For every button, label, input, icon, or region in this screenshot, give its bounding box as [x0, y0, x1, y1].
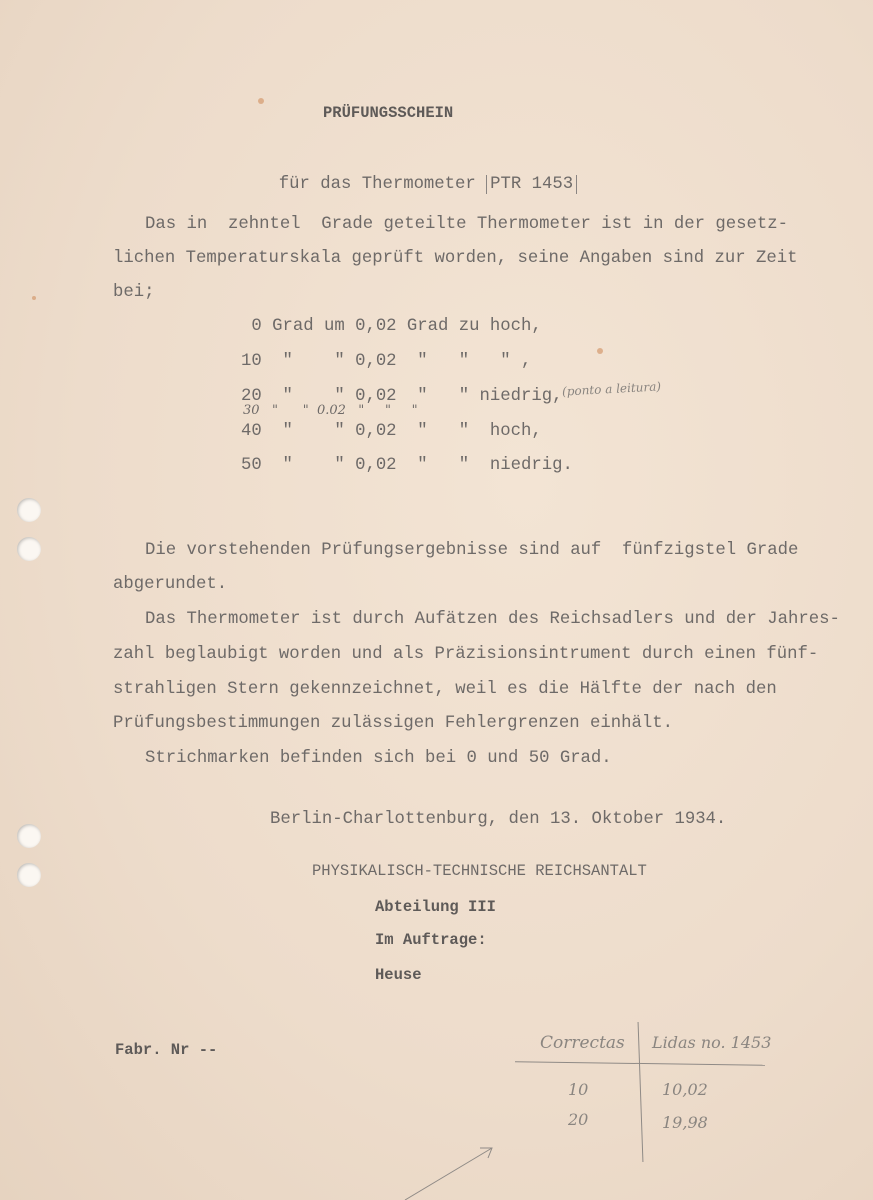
table-row: 50 " " 0,02 " " niedrig.	[241, 456, 573, 475]
punch-hole	[17, 863, 41, 887]
thermometer-id: PTR 1453	[486, 175, 577, 194]
para-line: Strichmarken befinden sich bei 0 und 50 Grad.	[145, 749, 612, 768]
table-row: 10 " " 0,02 " " " ,	[241, 352, 532, 371]
handwritten-note: (ponto a leitura)	[561, 379, 662, 399]
hand-cell: 19,98	[662, 1113, 708, 1132]
on-behalf: Im Auftrage:	[375, 931, 487, 949]
signatory: Heuse	[375, 966, 422, 984]
stain	[258, 98, 264, 104]
pencil-arrow-icon	[400, 1140, 500, 1200]
hand-divider	[638, 1022, 644, 1162]
intro-line: lichen Temperaturskala geprüft worden, seine Angaben sind zur Zeit	[113, 249, 798, 268]
punch-hole	[17, 498, 41, 522]
para-line: strahligen Stern gekennzeichnet, weil es die Hälfte der nach den	[113, 680, 777, 699]
para-line: Prüfungsbestimmungen zulässigen Fehlergrenzen einhält.	[113, 714, 674, 733]
table-row: 0 Grad um 0,02 Grad zu hoch,	[241, 317, 542, 336]
punch-hole	[17, 537, 41, 561]
intro-line: Das in zehntel Grade geteilte Thermometer ist in der gesetz-	[145, 215, 788, 234]
punch-hole	[17, 824, 41, 848]
hand-cell: 20	[568, 1110, 589, 1129]
hand-header: Correctas	[540, 1033, 625, 1053]
hand-cell: 10	[568, 1080, 589, 1099]
handwritten-row-30: 30 " " 0.02 " " "	[243, 403, 418, 418]
intro-line: bei;	[113, 283, 155, 302]
hand-cell: 10,02	[662, 1080, 708, 1099]
stain	[597, 348, 603, 354]
date-line: Berlin-Charlottenburg, den 13. Oktober 1934.	[270, 810, 727, 829]
stain	[32, 296, 36, 300]
para-line: abgerundet.	[113, 575, 228, 594]
para-line: zahl beglaubigt worden und als Präzisionsintrument durch einen fünf-	[113, 645, 819, 664]
subtitle	[258, 155, 577, 195]
table-row: 40 " " 0,02 " " hoch,	[241, 422, 542, 441]
fabr-nr: Fabr. Nr --	[115, 1041, 218, 1059]
department: Abteilung III	[375, 898, 496, 916]
document-title: PRÜFUNGSSCHEIN	[323, 104, 454, 122]
subtitle-prefix: für das Thermometer	[278, 175, 476, 194]
institute: PHYSIKALISCH-TECHNISCHE REICHSANTALT	[312, 862, 647, 880]
para-line: Die vorstehenden Prüfungsergebnisse sind auf fünfzigstel Grade	[145, 541, 799, 560]
table-row: 20 " " 0,02 " " niedrig,	[241, 387, 563, 406]
hand-header: Lidas no. 1453	[652, 1033, 772, 1052]
para-line: Das Thermometer ist durch Aufätzen des Reichsadlers und der Jahres-	[145, 610, 840, 629]
